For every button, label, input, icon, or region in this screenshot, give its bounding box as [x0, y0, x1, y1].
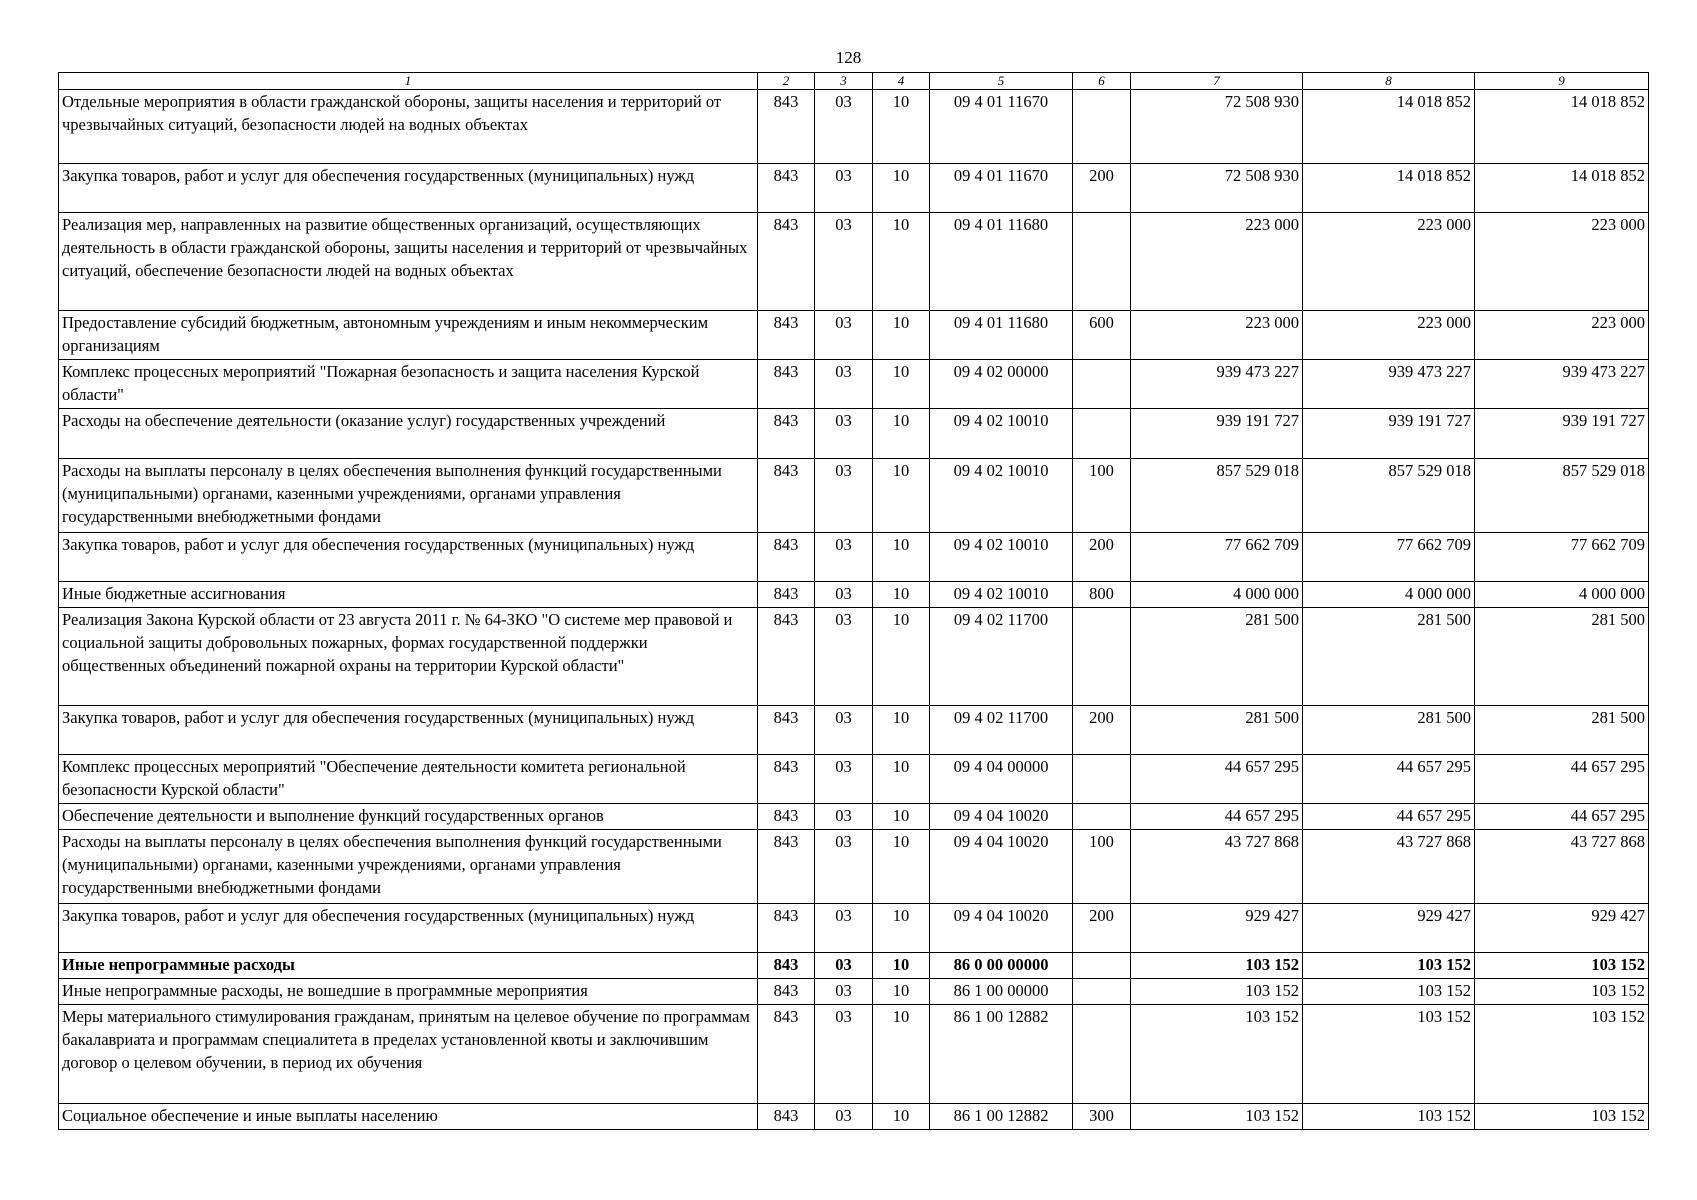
admin-code-cell: 843: [758, 164, 815, 213]
target-article-cell: 09 4 01 11680: [930, 213, 1073, 311]
expense-type-cell: 600: [1073, 311, 1131, 360]
amount-cell: 857 529 018: [1303, 459, 1475, 533]
subsection-code-cell: 10: [873, 953, 930, 979]
section-code-cell: 03: [815, 1005, 873, 1104]
subsection-code-cell: 10: [873, 979, 930, 1005]
description-cell: Расходы на выплаты персоналу в целях обеспечения выполнения функций государственными (муниципальными) органами, казенными учреждениями, органами управления государственными внебюджетными фондами: [59, 459, 758, 533]
table-row: [59, 1005, 1649, 1104]
amount-cell: 72 508 930: [1131, 164, 1303, 213]
amount-cell: 281 500: [1303, 608, 1475, 706]
subsection-code-cell: 10: [873, 360, 930, 409]
admin-code-cell: 843: [758, 804, 815, 830]
amount-cell: 43 727 868: [1131, 830, 1303, 904]
amount-cell: 223 000: [1303, 213, 1475, 311]
description-cell: Закупка товаров, работ и услуг для обеспечения государственных (муниципальных) нужд: [59, 706, 758, 755]
expense-type-cell: [1073, 213, 1131, 311]
expense-type-cell: [1073, 953, 1131, 979]
column-header: 8: [1303, 73, 1475, 90]
description-cell: Предоставление субсидий бюджетным, автономным учреждениям и иным некоммерческим организациям: [59, 311, 758, 360]
section-code-cell: 03: [815, 360, 873, 409]
description-cell: Иные непрограммные расходы, не вошедшие в программные мероприятия: [59, 979, 758, 1005]
amount-cell: 103 152: [1475, 1005, 1649, 1104]
expense-type-cell: [1073, 1005, 1131, 1104]
section-code-cell: 03: [815, 904, 873, 953]
amount-cell: 4 000 000: [1131, 582, 1303, 608]
amount-cell: 103 152: [1131, 953, 1303, 979]
expense-type-cell: [1073, 979, 1131, 1005]
section-code-cell: 03: [815, 311, 873, 360]
target-article-cell: 09 4 01 11680: [930, 311, 1073, 360]
amount-cell: 223 000: [1131, 311, 1303, 360]
table-row: [59, 164, 1649, 213]
admin-code-cell: 843: [758, 1104, 815, 1130]
target-article-cell: 86 1 00 12882: [930, 1005, 1073, 1104]
amount-cell: 14 018 852: [1303, 90, 1475, 164]
subsection-code-cell: 10: [873, 706, 930, 755]
expense-type-cell: [1073, 409, 1131, 459]
amount-cell: 44 657 295: [1475, 804, 1649, 830]
amount-cell: 14 018 852: [1303, 164, 1475, 213]
amount-cell: 103 152: [1303, 1005, 1475, 1104]
admin-code-cell: 843: [758, 213, 815, 311]
subsection-code-cell: 10: [873, 459, 930, 533]
admin-code-cell: 843: [758, 409, 815, 459]
amount-cell: 14 018 852: [1475, 90, 1649, 164]
admin-code-cell: 843: [758, 1005, 815, 1104]
section-code-cell: 03: [815, 409, 873, 459]
subsection-code-cell: 10: [873, 90, 930, 164]
column-header: 5: [930, 73, 1073, 90]
table-row: [59, 953, 1649, 979]
admin-code-cell: 843: [758, 311, 815, 360]
description-cell: Отдельные мероприятия в области гражданской обороны, защиты населения и территорий от чрезвычайных ситуаций, безопасности людей на водных объектах: [59, 90, 758, 164]
subsection-code-cell: 10: [873, 904, 930, 953]
column-header: 3: [815, 73, 873, 90]
table-row: [59, 830, 1649, 904]
amount-cell: 929 427: [1475, 904, 1649, 953]
subsection-code-cell: 10: [873, 608, 930, 706]
column-header: 4: [873, 73, 930, 90]
target-article-cell: 09 4 02 10010: [930, 409, 1073, 459]
amount-cell: 929 427: [1303, 904, 1475, 953]
subsection-code-cell: 10: [873, 1104, 930, 1130]
section-code-cell: 03: [815, 1104, 873, 1130]
target-article-cell: 09 4 04 00000: [930, 755, 1073, 804]
section-code-cell: 03: [815, 804, 873, 830]
table-row: [59, 311, 1649, 360]
table-row: [59, 608, 1649, 706]
amount-cell: 72 508 930: [1131, 90, 1303, 164]
table-row: [59, 360, 1649, 409]
amount-cell: 857 529 018: [1475, 459, 1649, 533]
expense-type-cell: 200: [1073, 164, 1131, 213]
admin-code-cell: 843: [758, 90, 815, 164]
admin-code-cell: 843: [758, 459, 815, 533]
amount-cell: 103 152: [1475, 979, 1649, 1005]
budget-table: [58, 72, 1649, 1130]
section-code-cell: 03: [815, 459, 873, 533]
section-code-cell: 03: [815, 830, 873, 904]
admin-code-cell: 843: [758, 360, 815, 409]
amount-cell: 43 727 868: [1303, 830, 1475, 904]
subsection-code-cell: 10: [873, 755, 930, 804]
amount-cell: 43 727 868: [1475, 830, 1649, 904]
amount-cell: 14 018 852: [1475, 164, 1649, 213]
table-row: [59, 533, 1649, 582]
admin-code-cell: 843: [758, 979, 815, 1005]
description-cell: Реализация мер, направленных на развитие общественных организаций, осуществляющих деятельность в области гражданской обороны, защиты населения и территорий от чрезвычайных ситуаций, обеспечение безопасности людей на водных объектах: [59, 213, 758, 311]
section-code-cell: 03: [815, 953, 873, 979]
amount-cell: 223 000: [1303, 311, 1475, 360]
amount-cell: 44 657 295: [1131, 804, 1303, 830]
description-cell: Комплекс процессных мероприятий "Пожарная безопасность и защита населения Курской области": [59, 360, 758, 409]
amount-cell: 281 500: [1303, 706, 1475, 755]
description-cell: Социальное обеспечение и иные выплаты населению: [59, 1104, 758, 1130]
expense-type-cell: [1073, 90, 1131, 164]
subsection-code-cell: 10: [873, 311, 930, 360]
target-article-cell: 86 1 00 00000: [930, 979, 1073, 1005]
amount-cell: 103 152: [1303, 953, 1475, 979]
table-body: [59, 90, 1649, 1130]
table-row: [59, 1104, 1649, 1130]
admin-code-cell: 843: [758, 706, 815, 755]
table-row: [59, 804, 1649, 830]
expense-type-cell: [1073, 755, 1131, 804]
subsection-code-cell: 10: [873, 830, 930, 904]
amount-cell: 223 000: [1475, 311, 1649, 360]
section-code-cell: 03: [815, 755, 873, 804]
subsection-code-cell: 10: [873, 1005, 930, 1104]
section-code-cell: 03: [815, 706, 873, 755]
target-article-cell: 09 4 02 10010: [930, 582, 1073, 608]
description-cell: Иные бюджетные ассигнования: [59, 582, 758, 608]
section-code-cell: 03: [815, 608, 873, 706]
description-cell: Иные непрограммные расходы: [59, 953, 758, 979]
target-article-cell: 09 4 02 10010: [930, 459, 1073, 533]
amount-cell: 223 000: [1475, 213, 1649, 311]
amount-cell: 281 500: [1131, 608, 1303, 706]
amount-cell: 44 657 295: [1303, 804, 1475, 830]
subsection-code-cell: 10: [873, 164, 930, 213]
expense-type-cell: 100: [1073, 459, 1131, 533]
subsection-code-cell: 10: [873, 804, 930, 830]
amount-cell: 103 152: [1303, 1104, 1475, 1130]
amount-cell: 77 662 709: [1475, 533, 1649, 582]
admin-code-cell: 843: [758, 755, 815, 804]
table-row: [59, 582, 1649, 608]
description-cell: Комплекс процессных мероприятий "Обеспечение деятельности комитета региональной безопасности Курской области": [59, 755, 758, 804]
admin-code-cell: 843: [758, 830, 815, 904]
amount-cell: 939 473 227: [1131, 360, 1303, 409]
target-article-cell: 09 4 02 11700: [930, 608, 1073, 706]
amount-cell: 103 152: [1131, 1005, 1303, 1104]
target-article-cell: 09 4 02 10010: [930, 533, 1073, 582]
column-header: 2: [758, 73, 815, 90]
target-article-cell: 86 0 00 00000: [930, 953, 1073, 979]
amount-cell: 103 152: [1475, 953, 1649, 979]
amount-cell: 281 500: [1475, 608, 1649, 706]
amount-cell: 939 473 227: [1475, 360, 1649, 409]
expense-type-cell: 200: [1073, 706, 1131, 755]
admin-code-cell: 843: [758, 533, 815, 582]
expense-type-cell: 200: [1073, 533, 1131, 582]
admin-code-cell: 843: [758, 953, 815, 979]
description-cell: Реализация Закона Курской области от 23 августа 2011 г. № 64-ЗКО "О системе мер правовой и социальной защиты добровольных пожарных, формах государственной поддержки общественных объединений пожарной охраны на территории Курской области": [59, 608, 758, 706]
page-number: 128: [835, 48, 862, 67]
description-cell: Закупка товаров, работ и услуг для обеспечения государственных (муниципальных) нужд: [59, 164, 758, 213]
table-row: [59, 706, 1649, 755]
admin-code-cell: 843: [758, 608, 815, 706]
expense-type-cell: 300: [1073, 1104, 1131, 1130]
section-code-cell: 03: [815, 90, 873, 164]
amount-cell: 77 662 709: [1303, 533, 1475, 582]
table-row: [59, 979, 1649, 1005]
description-cell: Закупка товаров, работ и услуг для обеспечения государственных (муниципальных) нужд: [59, 533, 758, 582]
amount-cell: 281 500: [1131, 706, 1303, 755]
expense-type-cell: 800: [1073, 582, 1131, 608]
table-row: [59, 213, 1649, 311]
subsection-code-cell: 10: [873, 409, 930, 459]
amount-cell: 77 662 709: [1131, 533, 1303, 582]
target-article-cell: 09 4 02 00000: [930, 360, 1073, 409]
amount-cell: 939 191 727: [1475, 409, 1649, 459]
expense-type-cell: [1073, 804, 1131, 830]
admin-code-cell: 843: [758, 582, 815, 608]
target-article-cell: 09 4 04 10020: [930, 904, 1073, 953]
target-article-cell: 09 4 04 10020: [930, 830, 1073, 904]
description-cell: Обеспечение деятельности и выполнение функций государственных органов: [59, 804, 758, 830]
amount-cell: 44 657 295: [1131, 755, 1303, 804]
amount-cell: 103 152: [1475, 1104, 1649, 1130]
amount-cell: 44 657 295: [1475, 755, 1649, 804]
target-article-cell: 09 4 01 11670: [930, 164, 1073, 213]
section-code-cell: 03: [815, 979, 873, 1005]
description-cell: Расходы на выплаты персоналу в целях обеспечения выполнения функций государственными (муниципальными) органами, казенными учреждениями, органами управления государственными внебюджетными фондами: [59, 830, 758, 904]
table-row: [59, 90, 1649, 164]
amount-cell: 103 152: [1303, 979, 1475, 1005]
column-header: 7: [1131, 73, 1303, 90]
admin-code-cell: 843: [758, 904, 815, 953]
expense-type-cell: [1073, 360, 1131, 409]
subsection-code-cell: 10: [873, 213, 930, 311]
amount-cell: 4 000 000: [1475, 582, 1649, 608]
amount-cell: 223 000: [1131, 213, 1303, 311]
amount-cell: 44 657 295: [1303, 755, 1475, 804]
column-header: 1: [59, 73, 758, 90]
target-article-cell: 09 4 04 10020: [930, 804, 1073, 830]
section-code-cell: 03: [815, 582, 873, 608]
amount-cell: 939 191 727: [1303, 409, 1475, 459]
table-row: [59, 459, 1649, 533]
subsection-code-cell: 10: [873, 582, 930, 608]
column-header: 9: [1475, 73, 1649, 90]
amount-cell: 281 500: [1475, 706, 1649, 755]
expense-type-cell: 200: [1073, 904, 1131, 953]
amount-cell: 103 152: [1131, 979, 1303, 1005]
target-article-cell: 09 4 02 11700: [930, 706, 1073, 755]
column-header: 6: [1073, 73, 1131, 90]
description-cell: Расходы на обеспечение деятельности (оказание услуг) государственных учреждений: [59, 409, 758, 459]
description-cell: Закупка товаров, работ и услуг для обеспечения государственных (муниципальных) нужд: [59, 904, 758, 953]
amount-cell: 929 427: [1131, 904, 1303, 953]
amount-cell: 939 191 727: [1131, 409, 1303, 459]
expense-type-cell: 100: [1073, 830, 1131, 904]
table-row: [59, 409, 1649, 459]
description-cell: Меры материального стимулирования гражданам, принятым на целевое обучение по программам бакалавриата и программам специалитета в пределах установленной квоты и заключившим договор о целевом обучении, в период их обучения: [59, 1005, 758, 1104]
target-article-cell: 09 4 01 11670: [930, 90, 1073, 164]
section-code-cell: 03: [815, 213, 873, 311]
amount-cell: 4 000 000: [1303, 582, 1475, 608]
amount-cell: 103 152: [1131, 1104, 1303, 1130]
section-code-cell: 03: [815, 533, 873, 582]
target-article-cell: 86 1 00 12882: [930, 1104, 1073, 1130]
table-row: [59, 904, 1649, 953]
amount-cell: 857 529 018: [1131, 459, 1303, 533]
table-row: [59, 755, 1649, 804]
header-row: [59, 73, 1649, 90]
amount-cell: 939 473 227: [1303, 360, 1475, 409]
expense-type-cell: [1073, 608, 1131, 706]
subsection-code-cell: 10: [873, 533, 930, 582]
section-code-cell: 03: [815, 164, 873, 213]
